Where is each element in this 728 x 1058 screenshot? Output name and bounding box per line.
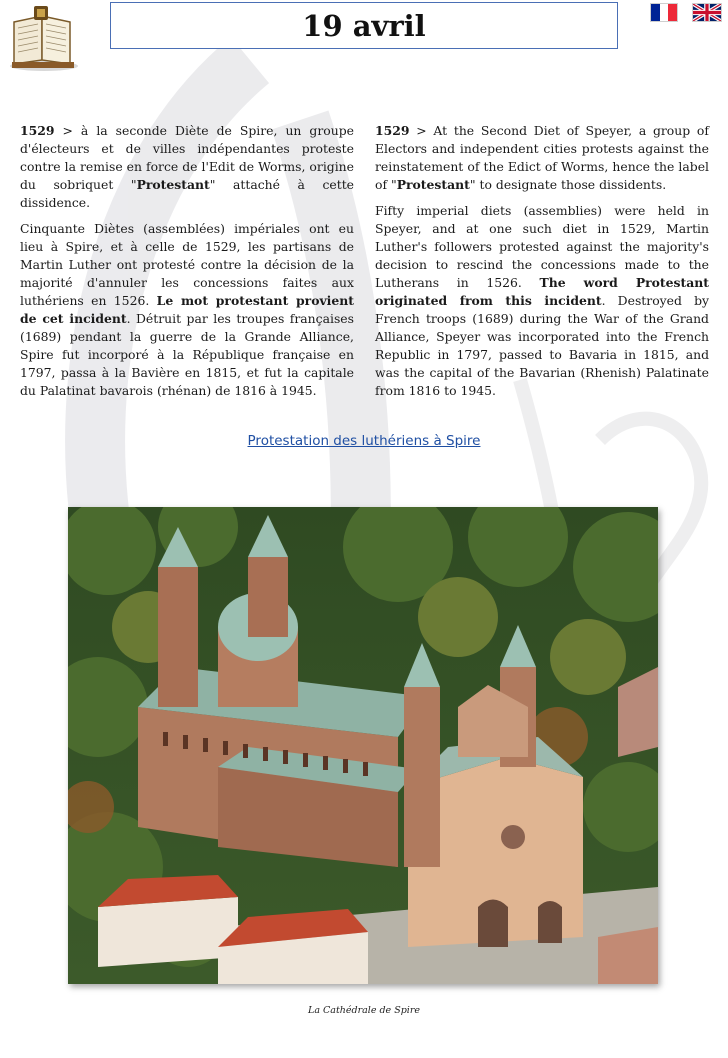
fr-p2-bold: Le mot protestant provient de cet incident <box>20 293 354 326</box>
flag-stripe-blue <box>651 4 660 21</box>
french-flag-icon[interactable] <box>650 3 678 22</box>
photo-caption: La Cathédrale de Spire <box>308 1005 420 1016</box>
book-icon[interactable] <box>4 2 82 72</box>
fr-arrow: > <box>62 123 73 138</box>
fr-p1-text-a: à la seconde Diète de Spire, un groupe d'électeurs et de villes indépendantes proteste contre la remise en force de l'Edit de Worms, origine du sobriquet " <box>20 123 354 192</box>
french-text-column <box>20 122 354 408</box>
en-p2-text-a: Fifty imperial diets (assemblies) were held in Speyer, and at one such diet in 1529, Martin Luther's followers protested against the majority's decision to rescind the concessions made to the Lutherans in 1526. <box>375 203 709 290</box>
en-year: 1529 <box>375 123 410 138</box>
fr-p1-text-b: " attaché à cette dissidence. <box>20 177 355 210</box>
en-paragraph-2 <box>375 202 709 400</box>
page-title: 19 avril <box>302 8 426 43</box>
en-p1-text-a: At the Second Diet of Speyer, a group of Electors and independent cities protests against the reinstatement of the Edict of Worms, hence the label of " <box>375 123 709 192</box>
en-p2-text-b: . Destroyed by French troops (1689) during the War of the Grand Alliance, Speyer was incorporated into the French Republic in 1797, passed to Bavaria in 1815, and was the capital of the Bavarian (Rhenish) Palatinate from 1816 to 1945. <box>375 293 710 398</box>
en-p1-keyword: Protestant <box>396 177 470 192</box>
uk-flag-icon[interactable] <box>692 3 722 22</box>
protestation-link[interactable]: Protestation des luthériens à Spire <box>247 433 481 449</box>
en-p1-text-b: " to designate those dissidents. <box>469 177 667 192</box>
en-arrow: > <box>416 123 427 138</box>
flag-stripe-red <box>668 4 677 21</box>
english-text-column <box>375 122 709 408</box>
fr-p1-keyword: Protestant <box>136 177 210 192</box>
en-p2-bold: The word Protestant originated from this incident <box>375 275 709 308</box>
en-paragraph-1 <box>375 122 709 194</box>
fr-paragraph-2 <box>20 220 354 400</box>
fr-paragraph-1 <box>20 122 354 212</box>
fr-p2-text-b: . Détruit par les troupes françaises (1689) pendant la guerre de la Grande Alliance, Spire fut incorporé à la République française en 1797, passa à la Bavière en 1815, et fut la capitale du Palatinat bavarois (rhénan) de 1816 à 1945. <box>20 311 354 398</box>
fr-year: 1529 <box>20 123 55 138</box>
fr-p2-text-a: Cinquante Diètes (assemblées) impériales ont eu lieu à Spire, et à celle de 1529, les partisans de Martin Luther ont protesté contre la décision de la majorité d'annuler les concessions faites aux luthériens en 1526. <box>20 221 354 308</box>
page-title-box <box>110 2 618 49</box>
cathedral-photo <box>68 507 658 984</box>
flag-stripe-white <box>660 4 669 21</box>
